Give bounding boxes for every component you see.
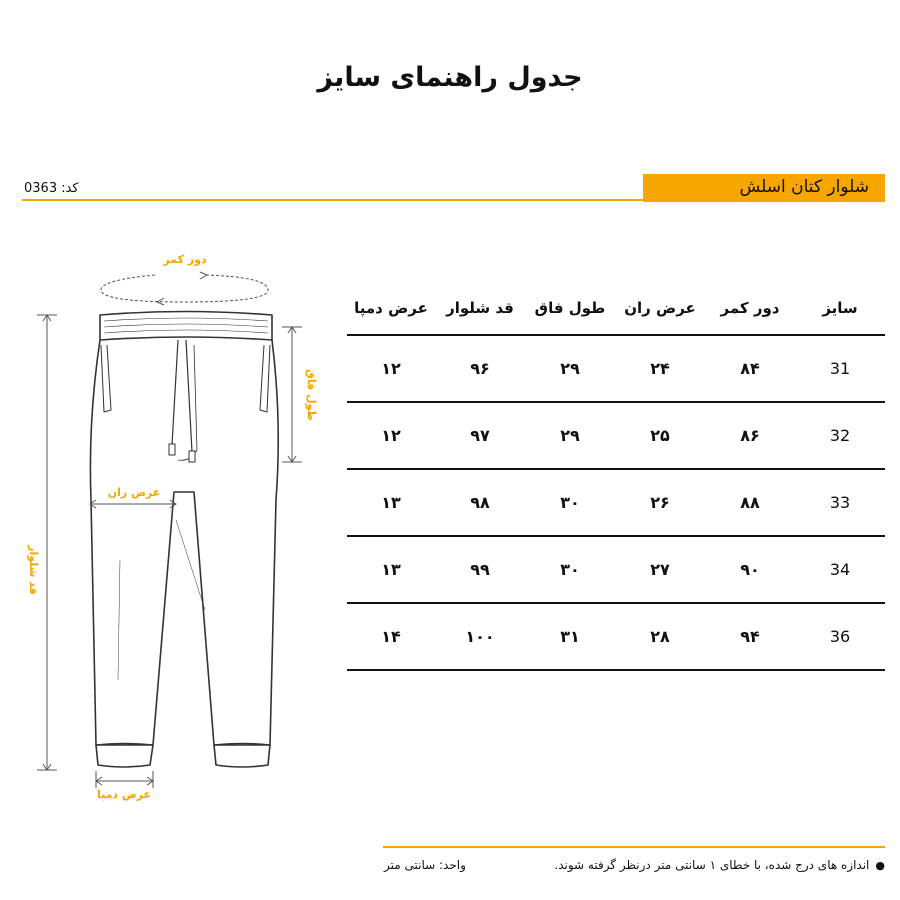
pants-measurement-diagram [0, 230, 340, 810]
hem-dimension-label: عرض دمپا [96, 788, 152, 801]
table-row [347, 402, 885, 469]
header-thigh: عرض ران [615, 282, 705, 335]
waist-cell: ۸۴ [705, 335, 795, 402]
rise-dimension-label: طول فاق [305, 369, 318, 421]
length-cell: ۱۰۰ [435, 603, 525, 670]
waist-cell: ۸۸ [705, 469, 795, 536]
length-cell: ۹۷ [435, 402, 525, 469]
footer-divider [383, 846, 885, 848]
left-cuff [96, 744, 153, 768]
header-hem: عرض دمپا [347, 282, 435, 335]
header-divider [22, 199, 643, 201]
hem-cell: ۱۲ [347, 335, 435, 402]
header-size: سایز [795, 282, 885, 335]
size-table [347, 282, 885, 671]
hem-cell: ۱۲ [347, 402, 435, 469]
bullet-icon: ● [875, 859, 885, 872]
waist-cell: ۹۴ [705, 603, 795, 670]
length-cell: ۹۹ [435, 536, 525, 603]
size-cell: 34 [795, 536, 885, 603]
table-row [347, 335, 885, 402]
waist-dimension-label: دور کمر [163, 253, 207, 266]
waist-cell: ۸۶ [705, 402, 795, 469]
thigh-dimension-label: عرض ران [107, 486, 161, 499]
unit-label: واحد: سانتی متر [384, 858, 466, 872]
size-cell: 32 [795, 402, 885, 469]
product-code: کد: 0363 [24, 181, 79, 196]
page-title: جدول راهنمای سایز [317, 62, 583, 93]
product-name: شلوار کتان اسلش [739, 177, 869, 197]
tolerance-note-text: اندازه های درج شده، با خطای ۱ سانتی متر درنظر گرفته شوند. [554, 858, 870, 872]
thigh-cell: ۲۷ [615, 536, 705, 603]
thigh-cell: ۲۶ [615, 469, 705, 536]
product-name-band [643, 174, 885, 202]
table-row [347, 603, 885, 670]
header-rise: طول فاق [525, 282, 615, 335]
thigh-cell: ۲۵ [615, 402, 705, 469]
length-dimension-label: قد شلوار [27, 545, 40, 595]
right-cuff [214, 744, 270, 768]
hem-cell: ۱۴ [347, 603, 435, 670]
header-waist: دور کمر [705, 282, 795, 335]
rise-cell: ۳۱ [525, 603, 615, 670]
rise-cell: ۳۰ [525, 469, 615, 536]
table-header-row [347, 282, 885, 335]
pants-outline [90, 340, 278, 745]
size-cell: 33 [795, 469, 885, 536]
size-cell: 36 [795, 603, 885, 670]
hem-cell: ۱۳ [347, 469, 435, 536]
length-cell: ۹۸ [435, 469, 525, 536]
waist-cell: ۹۰ [705, 536, 795, 603]
table-row [347, 469, 885, 536]
hem-cell: ۱۳ [347, 536, 435, 603]
rise-cell: ۳۰ [525, 536, 615, 603]
size-cell: 31 [795, 335, 885, 402]
rise-cell: ۲۹ [525, 402, 615, 469]
length-cell: ۹۶ [435, 335, 525, 402]
tolerance-note [554, 858, 885, 872]
thigh-cell: ۲۸ [615, 603, 705, 670]
header-length: قد شلوار [435, 282, 525, 335]
rise-cell: ۲۹ [525, 335, 615, 402]
table-row [347, 536, 885, 603]
thigh-cell: ۲۴ [615, 335, 705, 402]
